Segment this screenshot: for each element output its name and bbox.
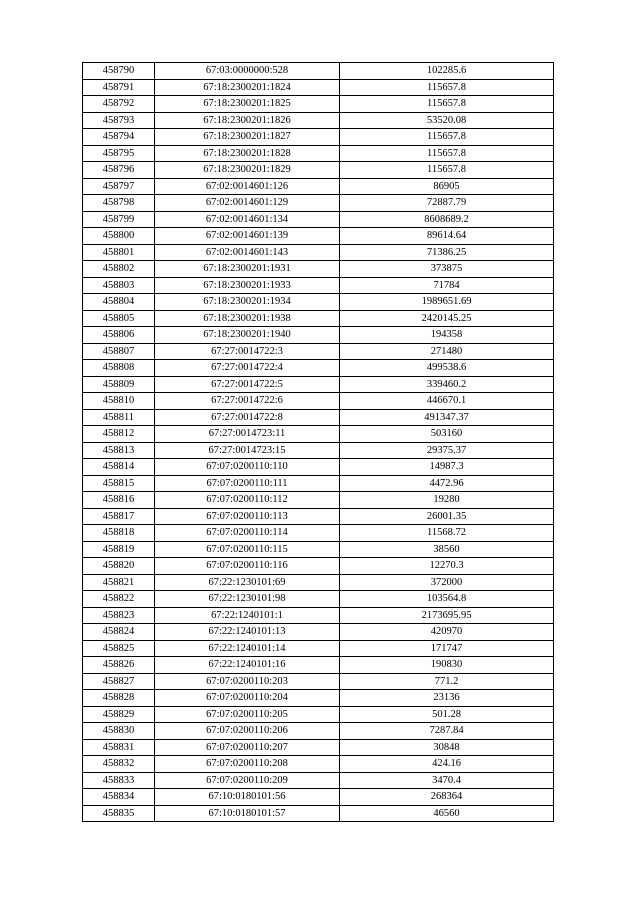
row-number-cell: 458795 xyxy=(83,145,155,162)
cadastral-number-cell: 67:18:2300201:1934 xyxy=(155,294,340,311)
value-cell: 46560 xyxy=(340,805,554,822)
row-number-cell: 458804 xyxy=(83,294,155,311)
table-row xyxy=(83,376,554,393)
cadastral-number-cell: 67:07:0200110:209 xyxy=(155,772,340,789)
table-row xyxy=(83,756,554,773)
value-cell: 23136 xyxy=(340,690,554,707)
table-row xyxy=(83,673,554,690)
cadastral-number-cell: 67:18:2300201:1825 xyxy=(155,96,340,113)
value-cell: 194358 xyxy=(340,327,554,344)
table-row xyxy=(83,541,554,558)
row-number-cell: 458820 xyxy=(83,558,155,575)
row-number-cell: 458810 xyxy=(83,393,155,410)
cadastral-number-cell: 67:22:1240101:13 xyxy=(155,624,340,641)
cadastral-number-cell: 67:18:2300201:1826 xyxy=(155,112,340,129)
table-row xyxy=(83,706,554,723)
table-row xyxy=(83,607,554,624)
table-row xyxy=(83,244,554,261)
row-number-cell: 458819 xyxy=(83,541,155,558)
row-number-cell: 458815 xyxy=(83,475,155,492)
value-cell: 420970 xyxy=(340,624,554,641)
table-row xyxy=(83,475,554,492)
cadastral-number-cell: 67:18:2300201:1931 xyxy=(155,261,340,278)
table-row xyxy=(83,343,554,360)
row-number-cell: 458800 xyxy=(83,228,155,245)
value-cell: 102285.6 xyxy=(340,63,554,80)
row-number-cell: 458829 xyxy=(83,706,155,723)
table-row xyxy=(83,261,554,278)
value-cell: 115657.8 xyxy=(340,129,554,146)
row-number-cell: 458823 xyxy=(83,607,155,624)
cadastral-number-cell: 67:07:0200110:116 xyxy=(155,558,340,575)
row-number-cell: 458822 xyxy=(83,591,155,608)
cadastral-number-cell: 67:22:1240101:1 xyxy=(155,607,340,624)
row-number-cell: 458827 xyxy=(83,673,155,690)
cadastral-number-cell: 67:07:0200110:207 xyxy=(155,739,340,756)
table-row xyxy=(83,162,554,179)
row-number-cell: 458826 xyxy=(83,657,155,674)
table-row xyxy=(83,525,554,542)
cadastral-number-cell: 67:27:0014723:15 xyxy=(155,442,340,459)
table-row xyxy=(83,690,554,707)
row-number-cell: 458812 xyxy=(83,426,155,443)
value-cell: 53520.08 xyxy=(340,112,554,129)
table-row xyxy=(83,310,554,327)
table-row xyxy=(83,277,554,294)
cadastral-number-cell: 67:27:0014722:3 xyxy=(155,343,340,360)
cadastral-number-cell: 67:07:0200110:113 xyxy=(155,508,340,525)
row-number-cell: 458835 xyxy=(83,805,155,822)
value-cell: 499538.6 xyxy=(340,360,554,377)
table-row xyxy=(83,79,554,96)
cadastral-number-cell: 67:18:2300201:1827 xyxy=(155,129,340,146)
cadastral-number-cell: 67:07:0200110:114 xyxy=(155,525,340,542)
cadastral-number-cell: 67:07:0200110:205 xyxy=(155,706,340,723)
row-number-cell: 458816 xyxy=(83,492,155,509)
value-cell: 491347.37 xyxy=(340,409,554,426)
value-cell: 372000 xyxy=(340,574,554,591)
value-cell: 71386.25 xyxy=(340,244,554,261)
cadastral-number-cell: 67:10:0180101:57 xyxy=(155,805,340,822)
table-row xyxy=(83,112,554,129)
row-number-cell: 458791 xyxy=(83,79,155,96)
table-row xyxy=(83,129,554,146)
row-number-cell: 458809 xyxy=(83,376,155,393)
row-number-cell: 458814 xyxy=(83,459,155,476)
value-cell: 72887.79 xyxy=(340,195,554,212)
row-number-cell: 458828 xyxy=(83,690,155,707)
row-number-cell: 458798 xyxy=(83,195,155,212)
row-number-cell: 458817 xyxy=(83,508,155,525)
table-row xyxy=(83,393,554,410)
value-cell: 2420145.25 xyxy=(340,310,554,327)
cadastral-number-cell: 67:22:1230101:69 xyxy=(155,574,340,591)
row-number-cell: 458830 xyxy=(83,723,155,740)
row-number-cell: 458796 xyxy=(83,162,155,179)
value-cell: 171747 xyxy=(340,640,554,657)
row-number-cell: 458794 xyxy=(83,129,155,146)
cadastral-number-cell: 67:07:0200110:110 xyxy=(155,459,340,476)
table-row xyxy=(83,772,554,789)
cadastral-number-cell: 67:03:0000000:528 xyxy=(155,63,340,80)
table-row xyxy=(83,63,554,80)
cadastral-number-cell: 67:18:2300201:1938 xyxy=(155,310,340,327)
value-cell: 271480 xyxy=(340,343,554,360)
value-cell: 7287.84 xyxy=(340,723,554,740)
table-row xyxy=(83,228,554,245)
table-row xyxy=(83,211,554,228)
row-number-cell: 458803 xyxy=(83,277,155,294)
value-cell: 1989651.69 xyxy=(340,294,554,311)
cadastral-number-cell: 67:27:0014722:5 xyxy=(155,376,340,393)
cadastral-number-cell: 67:22:1240101:14 xyxy=(155,640,340,657)
cadastral-number-cell: 67:07:0200110:112 xyxy=(155,492,340,509)
cadastral-number-cell: 67:02:0014601:139 xyxy=(155,228,340,245)
row-number-cell: 458821 xyxy=(83,574,155,591)
value-cell: 14987.3 xyxy=(340,459,554,476)
cadastral-number-cell: 67:18:2300201:1824 xyxy=(155,79,340,96)
cadastral-number-cell: 67:02:0014601:143 xyxy=(155,244,340,261)
value-cell: 89614.64 xyxy=(340,228,554,245)
table-row xyxy=(83,657,554,674)
value-cell: 26001.35 xyxy=(340,508,554,525)
table-row xyxy=(83,195,554,212)
row-number-cell: 458793 xyxy=(83,112,155,129)
row-number-cell: 458834 xyxy=(83,789,155,806)
value-cell: 11568.72 xyxy=(340,525,554,542)
table-row xyxy=(83,723,554,740)
value-cell: 190830 xyxy=(340,657,554,674)
row-number-cell: 458805 xyxy=(83,310,155,327)
table-row xyxy=(83,96,554,113)
row-number-cell: 458801 xyxy=(83,244,155,261)
value-cell: 339460.2 xyxy=(340,376,554,393)
row-number-cell: 458811 xyxy=(83,409,155,426)
value-cell: 4472.96 xyxy=(340,475,554,492)
cadastral-number-cell: 67:10:0180101:56 xyxy=(155,789,340,806)
cadastral-number-cell: 67:18:2300201:1829 xyxy=(155,162,340,179)
table-row xyxy=(83,327,554,344)
value-cell: 103564.8 xyxy=(340,591,554,608)
table-row xyxy=(83,360,554,377)
value-cell: 38560 xyxy=(340,541,554,558)
value-cell: 115657.8 xyxy=(340,96,554,113)
row-number-cell: 458813 xyxy=(83,442,155,459)
cadastral-number-cell: 67:27:0014722:4 xyxy=(155,360,340,377)
cadastral-number-cell: 67:02:0014601:129 xyxy=(155,195,340,212)
value-cell: 2173695.95 xyxy=(340,607,554,624)
row-number-cell: 458797 xyxy=(83,178,155,195)
row-number-cell: 458825 xyxy=(83,640,155,657)
value-cell: 268364 xyxy=(340,789,554,806)
row-number-cell: 458807 xyxy=(83,343,155,360)
row-number-cell: 458806 xyxy=(83,327,155,344)
cadastral-number-cell: 67:18:2300201:1940 xyxy=(155,327,340,344)
table-row xyxy=(83,508,554,525)
value-cell: 503160 xyxy=(340,426,554,443)
table-row xyxy=(83,426,554,443)
table-row xyxy=(83,789,554,806)
value-cell: 8608689.2 xyxy=(340,211,554,228)
row-number-cell: 458824 xyxy=(83,624,155,641)
row-number-cell: 458790 xyxy=(83,63,155,80)
row-number-cell: 458832 xyxy=(83,756,155,773)
row-number-cell: 458833 xyxy=(83,772,155,789)
cadastral-number-cell: 67:22:1230101:98 xyxy=(155,591,340,608)
cadastral-number-cell: 67:27:0014722:8 xyxy=(155,409,340,426)
cadastral-number-cell: 67:18:2300201:1933 xyxy=(155,277,340,294)
value-cell: 12270.3 xyxy=(340,558,554,575)
cadastral-number-cell: 67:02:0014601:134 xyxy=(155,211,340,228)
row-number-cell: 458799 xyxy=(83,211,155,228)
cadastral-number-cell: 67:27:0014722:6 xyxy=(155,393,340,410)
table-row xyxy=(83,574,554,591)
table-row xyxy=(83,492,554,509)
row-number-cell: 458818 xyxy=(83,525,155,542)
cadastral-number-cell: 67:07:0200110:206 xyxy=(155,723,340,740)
row-number-cell: 458802 xyxy=(83,261,155,278)
row-number-cell: 458792 xyxy=(83,96,155,113)
data-table xyxy=(82,62,554,822)
cadastral-number-cell: 67:22:1240101:16 xyxy=(155,657,340,674)
table-row xyxy=(83,178,554,195)
row-number-cell: 458831 xyxy=(83,739,155,756)
table-row xyxy=(83,739,554,756)
value-cell: 446670.1 xyxy=(340,393,554,410)
value-cell: 373875 xyxy=(340,261,554,278)
cadastral-number-cell: 67:18:2300201:1828 xyxy=(155,145,340,162)
table-row xyxy=(83,409,554,426)
table-row xyxy=(83,640,554,657)
cadastral-number-cell: 67:02:0014601:126 xyxy=(155,178,340,195)
cadastral-number-cell: 67:07:0200110:204 xyxy=(155,690,340,707)
table-row xyxy=(83,805,554,822)
table-row xyxy=(83,294,554,311)
table-row xyxy=(83,591,554,608)
cadastral-number-cell: 67:07:0200110:115 xyxy=(155,541,340,558)
table-row xyxy=(83,459,554,476)
value-cell: 115657.8 xyxy=(340,79,554,96)
value-cell: 771.2 xyxy=(340,673,554,690)
value-cell: 19280 xyxy=(340,492,554,509)
value-cell: 71784 xyxy=(340,277,554,294)
row-number-cell: 458808 xyxy=(83,360,155,377)
table-row xyxy=(83,442,554,459)
value-cell: 29375.37 xyxy=(340,442,554,459)
table-row xyxy=(83,624,554,641)
table-body xyxy=(83,63,554,822)
cadastral-number-cell: 67:07:0200110:111 xyxy=(155,475,340,492)
table-row xyxy=(83,145,554,162)
cadastral-number-cell: 67:07:0200110:208 xyxy=(155,756,340,773)
value-cell: 3470.4 xyxy=(340,772,554,789)
value-cell: 424.16 xyxy=(340,756,554,773)
cadastral-number-cell: 67:27:0014723:11 xyxy=(155,426,340,443)
cadastral-number-cell: 67:07:0200110:203 xyxy=(155,673,340,690)
value-cell: 115657.8 xyxy=(340,145,554,162)
value-cell: 501.28 xyxy=(340,706,554,723)
table-row xyxy=(83,558,554,575)
value-cell: 86905 xyxy=(340,178,554,195)
value-cell: 30848 xyxy=(340,739,554,756)
value-cell: 115657.8 xyxy=(340,162,554,179)
